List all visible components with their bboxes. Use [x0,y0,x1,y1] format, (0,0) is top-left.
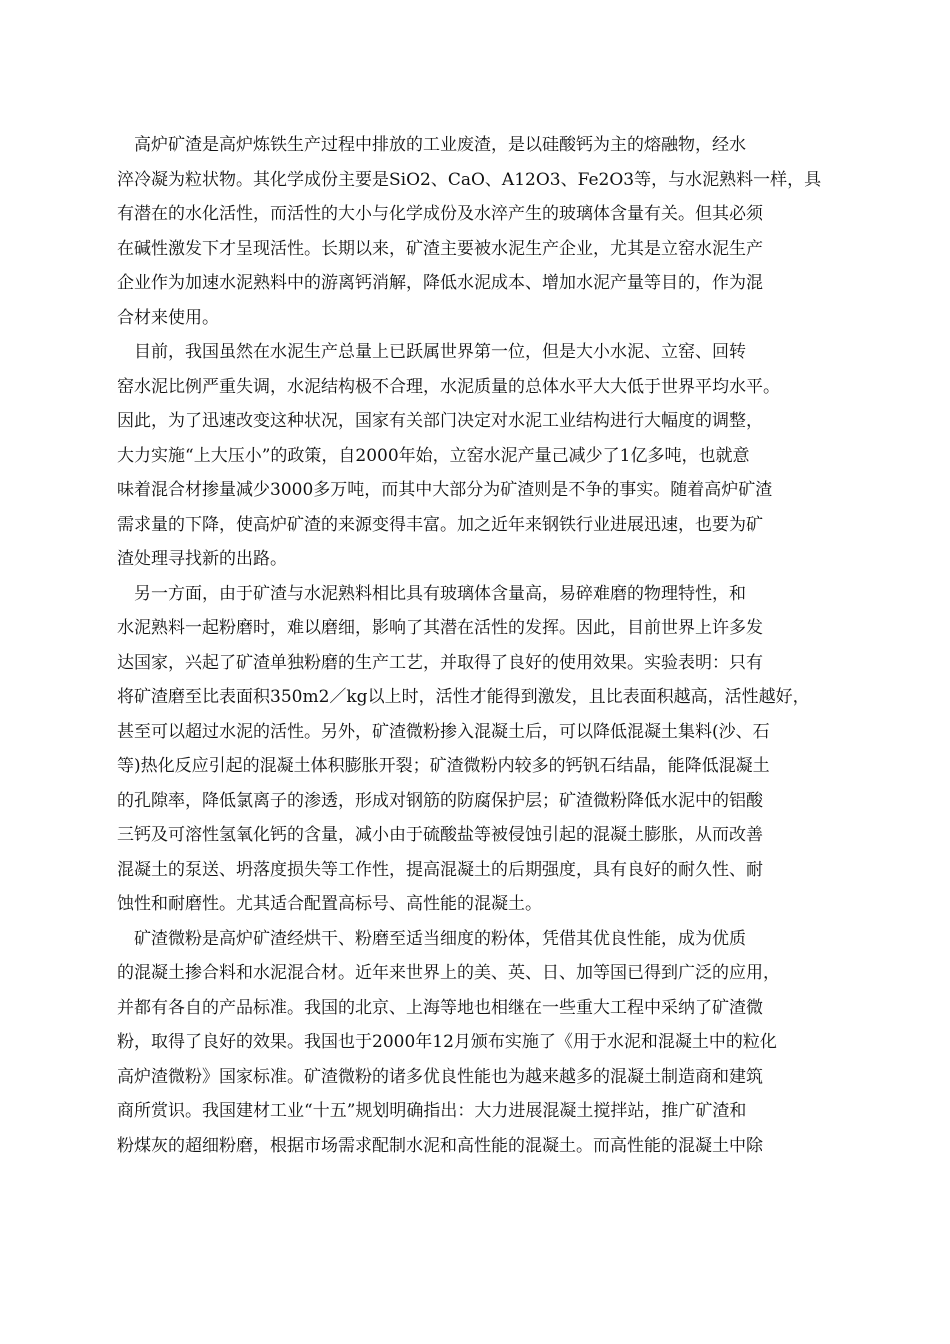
text-line: 味着混合材掺量减少3000多万吨，而其中大部分为矿渣则是不争的事实。随着高炉矿渣 [117,480,773,500]
paragraph-3 [117,577,863,922]
text-line: 混凝土的泵送、坍落度损失等工作性，提高混凝土的后期强度，具有良好的耐久性、耐 [117,859,763,880]
text-line: 因此，为了迅速改变这种状况，国家有关部门决定对水泥工业结构进行大幅度的调整， [117,411,763,431]
text-line: 粉煤灰的超细粉磨，根据市场需求配制水泥和高性能的混凝土。而高性能的混凝土中除 [117,1135,763,1156]
text-line: 矿渣微粉是高炉矿渣经烘干、粉磨至适当细度的粉体，凭借其优良性能，成为优质 [117,928,746,949]
text-line: 的混凝土掺合料和水泥混合材。近年来世界上的美、英、日、加等国已得到广泛的应用， [117,963,780,983]
text-line: 蚀性和耐磨性。尤其适合配置高标号、高性能的混凝土。 [117,894,542,914]
text-line: 甚至可以超过水泥的活性。另外，矿渣微粉掺入混凝土后，可以降低混凝土集料(沙、石 [117,721,770,742]
text-line: 渣处理寻找新的出路。 [117,549,287,569]
text-line: 三钙及可溶性氢氧化钙的含量，减小由于硫酸盐等被侵蚀引起的混凝土膨胀，从而改善 [117,825,763,845]
text-line: 企业作为加速水泥熟料中的游离钙消解，降低水泥成本、增加水泥产量等目的，作为混 [117,273,763,293]
text-line: 合材来使用。 [117,307,219,328]
text-line: 高炉矿渣是高炉炼铁生产过程中排放的工业废渣，是以硅酸钙为主的熔融物，经水 [117,135,746,155]
text-line: 的孔隙率，降低氯离子的渗透，形成对钢筋的防腐保护层；矿渣微粉降低水泥中的铝酸 [117,790,763,811]
text-line: 将矿渣磨至比表面积350m2／kg以上时，活性才能得到激发，且比表面积越高，活性越好， [117,687,810,707]
paragraph-4 [117,922,863,1164]
text-line: 窑水泥比例严重失调，水泥结构极不合理，水泥质量的总体水平大大低于世界平均水平。 [117,376,780,397]
text-line: 水泥熟料一起粉磨时，难以磨细，影响了其潜在活性的发挥。因此，目前世界上许多发 [117,618,763,638]
text-line: 达国家，兴起了矿渣单独粉磨的生产工艺，并取得了良好的使用效果。实验表明：只有 [117,652,763,673]
text-line: 等)热化反应引起的混凝土体积膨胀开裂；矿渣微粉内较多的钙钒石结晶，能降低混凝土 [117,756,770,776]
document-body [117,128,863,1163]
paragraph-1 [117,128,863,335]
text-line: 目前，我国虽然在水泥生产总量上已跃属世界第一位，但是大小水泥、立窑、回转 [117,342,746,362]
text-line: 在碱性激发下才呈现活性。长期以来，矿渣主要被水泥生产企业，尤其是立窑水泥生产 [117,238,763,259]
text-line: 商所赏识。我国建材工业“十五”规划明确指出：大力进展混凝土搅拌站，推广矿渣和 [117,1101,747,1121]
text-line: 大力实施“上大压小”的政策，自2000年始，立窑水泥产量己减少了1亿多吨，也就意 [117,445,750,466]
text-line: 高炉渣微粉》国家标准。矿渣微粉的诸多优良性能也为越来越多的混凝土制造商和建筑 [117,1066,763,1087]
text-line: 并都有各自的产品标准。我国的北京、上海等地也相继在一些重大工程中采纳了矿渣微 [117,997,763,1018]
text-line: 需求量的下降，使高炉矿渣的来源变得丰富。加之近年来钢铁行业进展迅速，也要为矿 [117,514,763,535]
text-line: 有潜在的水化活性，而活性的大小与化学成份及水淬产生的玻璃体含量有关。但其必须 [117,204,763,224]
text-line: 粉，取得了良好的效果。我国也于2000年12月颁布实施了《用于水泥和混凝土中的粒化 [117,1032,777,1052]
paragraph-2 [117,335,863,577]
text-line: 另一方面，由于矿渣与水泥熟料相比具有玻璃体含量高，易碎难磨的物理特性，和 [117,583,746,604]
text-line: 淬冷凝为粒状物。其化学成份主要是SiO2、CaO、A12O3、Fe2O3等，与水泥熟料一样，具 [117,169,822,190]
